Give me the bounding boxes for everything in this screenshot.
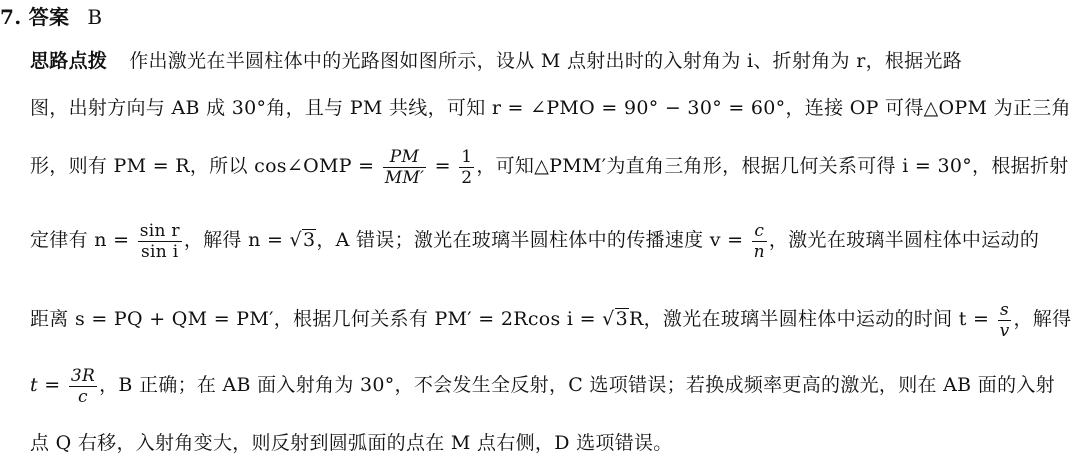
fraction-denominator: v [999, 320, 1010, 341]
solution-text-5c: ，解得 [1013, 308, 1072, 330]
fraction-pm-over-mm [383, 147, 427, 188]
solution-line-1 [30, 46, 1072, 76]
fraction-numerator: c [752, 221, 767, 242]
fraction-denominator: 2 [461, 167, 473, 188]
fraction-numerator: PM [383, 147, 427, 168]
solution-text-6a: t = [30, 374, 61, 396]
solution-text-5b: R，激光在玻璃半圆柱体中运动的时间 t = [628, 308, 990, 330]
answer-value: B [87, 5, 103, 29]
equals-sign: = [434, 155, 451, 177]
fraction-s-over-v [998, 300, 1012, 341]
sqrt-icon: √ [602, 308, 615, 330]
fraction-c-over-n [752, 221, 767, 262]
sqrt-three [602, 294, 629, 344]
fraction-numerator: s [998, 300, 1012, 321]
solution-text-4a: 定律有 n = [30, 229, 130, 251]
fraction-denominator: MM′ [384, 167, 425, 188]
fraction-denominator: n [753, 241, 765, 262]
fraction-denominator: sin i [141, 241, 179, 262]
solution-text-7: 点 Q 右移，入射角变大，则反射到圆弧面的点在 M 点右侧，D 选项错误。 [30, 432, 673, 454]
fraction-numerator: sin r [139, 220, 180, 241]
solution-text-4c: ，A 错误；激光在玻璃半圆柱体中的传播速度 v = [316, 229, 744, 251]
solution-line-3 [30, 141, 1072, 191]
solution-text-1: 作出激光在半圆柱体中的光路图如图所示，设从 M 点射出时的入射角为 i、折射角为 r，根据光路 [129, 50, 963, 72]
fraction-denominator: c [78, 386, 88, 407]
question-number-label: 7. 答案 [0, 5, 70, 29]
fraction-3r-over-c [69, 366, 97, 407]
solution-text-6b: ，B 正确；在 AB 面入射角为 30°，不会发生全反射，C 选项错误；若换成频率更高的激光，则在 AB 面的入射 [99, 374, 1055, 396]
sqrt-radicand: 3 [302, 229, 316, 251]
solution-text-4d: ，激光在玻璃半圆柱体中运动的 [768, 229, 1040, 251]
solution-text-2: 图，出射方向与 AB 成 30°角，且与 PM 共线，可知 r = ∠PMO = 90° − 30° = 60°，连接 OP 可得△OPM 为正三角 [30, 97, 1071, 119]
solution-line-4 [30, 215, 1072, 265]
answer-header [0, 2, 1072, 32]
solution-line-7 [30, 428, 1072, 458]
solution-line-2 [30, 93, 1072, 123]
sqrt-icon: √ [289, 229, 302, 251]
solution-text-3a: 形，则有 PM = R，所以 cos∠OMP = [30, 155, 375, 177]
fraction-sin-r-over-sin-i [138, 221, 182, 262]
sqrt-radicand: 3 [615, 308, 628, 330]
solution-line-6 [30, 360, 1072, 410]
fraction-numerator: 1 [461, 146, 473, 167]
solution-text-3b: ，可知△PMM′为直角三角形，根据几何关系可得 i = 30°，根据折射 [476, 155, 1069, 177]
solution-text-4b: ，解得 n = [183, 229, 284, 251]
solution-line-5 [30, 294, 1072, 344]
fraction-numerator: 3R [70, 365, 96, 386]
solution-lead-label: 思路点拨 [30, 50, 108, 72]
fraction-one-half [459, 147, 474, 188]
sqrt-three [290, 215, 317, 265]
solution-text-5a: 距离 s = PQ + QM = PM′，根据几何关系有 PM′ = 2Rcos i = [30, 308, 596, 330]
